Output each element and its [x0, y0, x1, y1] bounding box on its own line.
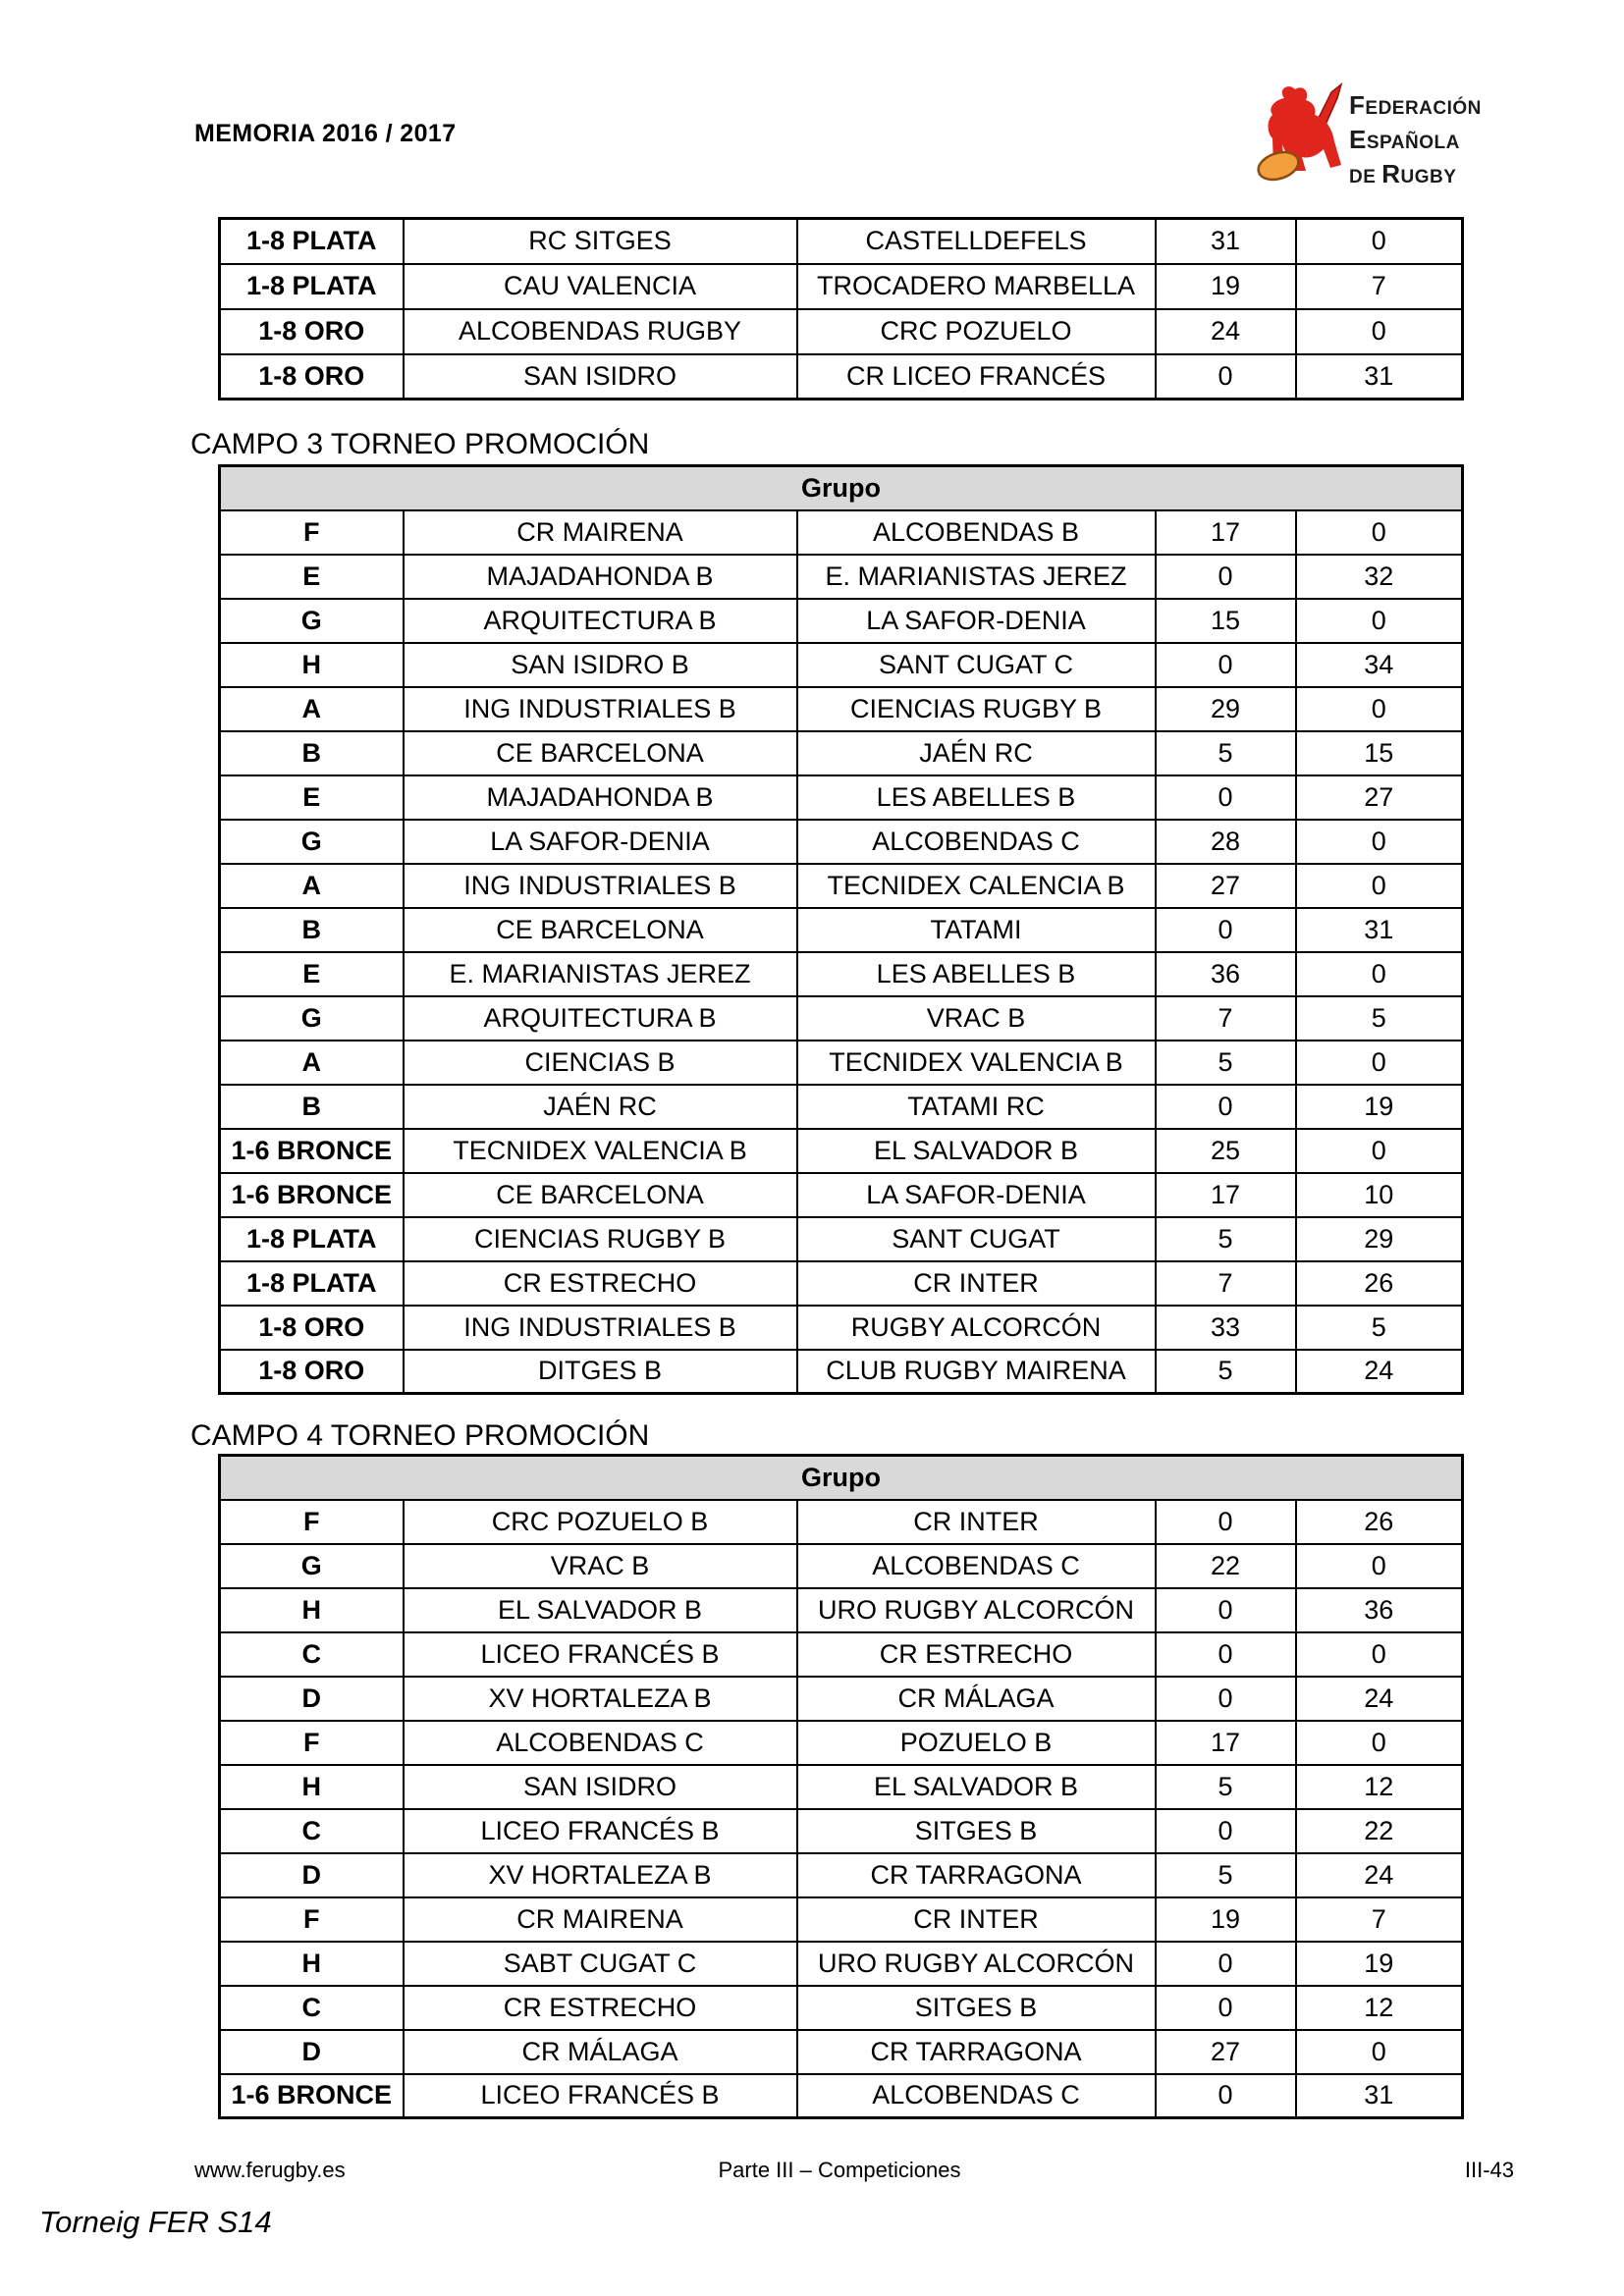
team1-cell: MAJADAHONDA B [404, 555, 797, 599]
score2-cell: 0 [1296, 1721, 1463, 1765]
score1-cell: 5 [1156, 1217, 1296, 1261]
table-row [220, 1765, 1463, 1809]
team2-cell: EL SALVADOR B [797, 1129, 1156, 1173]
team1-cell: DITGES B [404, 1350, 797, 1394]
table-row [220, 2030, 1463, 2074]
table-row [220, 952, 1463, 996]
score1-cell: 27 [1156, 2030, 1296, 2074]
score1-cell: 0 [1156, 1677, 1296, 1721]
team1-cell: CRC POZUELO B [404, 1500, 797, 1544]
table-row [220, 1897, 1463, 1942]
group-cell: 1-8 ORO [220, 1306, 404, 1350]
team1-cell: ALCOBENDAS RUGBY [404, 309, 797, 354]
campo3-section-title: CAMPO 3 TORNEO PROMOCIÓN [190, 428, 650, 460]
table-row [220, 1544, 1463, 1588]
team2-cell: TECNIDEX VALENCIA B [797, 1041, 1156, 1085]
group-header-row [220, 466, 1463, 510]
table-row [220, 1632, 1463, 1677]
score2-cell: 0 [1296, 1632, 1463, 1677]
score2-cell: 31 [1296, 354, 1463, 400]
team1-cell: SAN ISIDRO [404, 354, 797, 400]
logo-line-federacion: FEDERACIÓN [1349, 90, 1482, 120]
group-cell: E [220, 775, 404, 820]
team2-cell: CLUB RUGBY MAIRENA [797, 1350, 1156, 1394]
team2-cell: CR ESTRECHO [797, 1632, 1156, 1677]
score2-cell: 31 [1296, 2074, 1463, 2118]
group-cell: D [220, 2030, 404, 2074]
score2-cell: 0 [1296, 1129, 1463, 1173]
team2-cell: ALCOBENDAS C [797, 1544, 1156, 1588]
team2-cell: ALCOBENDAS C [797, 2074, 1156, 2118]
table-row [220, 996, 1463, 1041]
table-row [220, 555, 1463, 599]
group-cell: 1-8 PLATA [220, 264, 404, 309]
score1-cell: 7 [1156, 996, 1296, 1041]
score2-cell: 0 [1296, 2030, 1463, 2074]
group-cell: B [220, 731, 404, 775]
score1-cell: 19 [1156, 1897, 1296, 1942]
campo4-section-title: CAMPO 4 TORNEO PROMOCIÓN [190, 1419, 650, 1452]
score1-cell: 29 [1156, 687, 1296, 731]
team2-cell: CR MÁLAGA [797, 1677, 1156, 1721]
team2-cell: CIENCIAS RUGBY B [797, 687, 1156, 731]
team1-cell: CR MAIRENA [404, 510, 797, 555]
score1-cell: 5 [1156, 1765, 1296, 1809]
table-row [220, 599, 1463, 643]
team2-cell: ALCOBENDAS B [797, 510, 1156, 555]
score1-cell: 0 [1156, 354, 1296, 400]
score2-cell: 5 [1296, 1306, 1463, 1350]
team2-cell: CR INTER [797, 1261, 1156, 1306]
team1-cell: SAN ISIDRO [404, 1765, 797, 1809]
group-cell: 1-8 ORO [220, 354, 404, 400]
score1-cell: 31 [1156, 219, 1296, 264]
group-cell: F [220, 510, 404, 555]
team1-cell: ING INDUSTRIALES B [404, 864, 797, 908]
score2-cell: 0 [1296, 219, 1463, 264]
score1-cell: 0 [1156, 2074, 1296, 2118]
group-cell: B [220, 908, 404, 952]
group-cell: G [220, 599, 404, 643]
score1-cell: 24 [1156, 309, 1296, 354]
team1-cell: CE BARCELONA [404, 908, 797, 952]
group-cell: A [220, 864, 404, 908]
team2-cell: LES ABELLES B [797, 775, 1156, 820]
table-row [220, 1306, 1463, 1350]
table-row [220, 1129, 1463, 1173]
team2-cell: CR TARRAGONA [797, 1853, 1156, 1897]
team1-cell: CR ESTRECHO [404, 1261, 797, 1306]
table-row [220, 1853, 1463, 1897]
group-cell: 1-6 BRONCE [220, 1129, 404, 1173]
score1-cell: 7 [1156, 1261, 1296, 1306]
score2-cell: 7 [1296, 264, 1463, 309]
team2-cell: CRC POZUELO [797, 309, 1156, 354]
team1-cell: LA SAFOR-DENIA [404, 820, 797, 864]
score1-cell: 17 [1156, 510, 1296, 555]
group-header-cell: Grupo [220, 466, 1463, 510]
score2-cell: 0 [1296, 820, 1463, 864]
table-row [220, 1085, 1463, 1129]
team2-cell: URO RUGBY ALCORCÓN [797, 1588, 1156, 1632]
table-row [220, 775, 1463, 820]
table-row [220, 1677, 1463, 1721]
score1-cell: 36 [1156, 952, 1296, 996]
score2-cell: 0 [1296, 599, 1463, 643]
logo-line-espanola: ESPAÑOLA [1349, 125, 1460, 154]
table-row [220, 908, 1463, 952]
score2-cell: 0 [1296, 309, 1463, 354]
score1-cell: 0 [1156, 643, 1296, 687]
score2-cell: 26 [1296, 1500, 1463, 1544]
team1-cell: XV HORTALEZA B [404, 1853, 797, 1897]
group-cell: H [220, 1942, 404, 1986]
score2-cell: 0 [1296, 952, 1463, 996]
score1-cell: 5 [1156, 731, 1296, 775]
group-cell: H [220, 1765, 404, 1809]
group-cell: 1-8 ORO [220, 1350, 404, 1394]
score2-cell: 26 [1296, 1261, 1463, 1306]
results-table-continued [218, 217, 1464, 400]
score2-cell: 24 [1296, 1853, 1463, 1897]
footer-website: www.ferugby.es [194, 2158, 346, 2182]
group-cell: B [220, 1085, 404, 1129]
table-row [220, 309, 1463, 354]
score1-cell: 17 [1156, 1173, 1296, 1217]
score1-cell: 0 [1156, 775, 1296, 820]
team1-cell: ING INDUSTRIALES B [404, 1306, 797, 1350]
group-cell: F [220, 1897, 404, 1942]
group-cell: G [220, 996, 404, 1041]
group-cell: C [220, 1986, 404, 2030]
score2-cell: 29 [1296, 1217, 1463, 1261]
score1-cell: 15 [1156, 599, 1296, 643]
score1-cell: 25 [1156, 1129, 1296, 1173]
team1-cell: CE BARCELONA [404, 1173, 797, 1217]
score2-cell: 10 [1296, 1173, 1463, 1217]
group-cell: 1-8 ORO [220, 309, 404, 354]
table-row [220, 820, 1463, 864]
team1-cell: CR MAIRENA [404, 1897, 797, 1942]
team2-cell: ALCOBENDAS C [797, 820, 1156, 864]
score1-cell: 0 [1156, 908, 1296, 952]
score2-cell: 15 [1296, 731, 1463, 775]
team1-cell: LICEO FRANCÉS B [404, 1809, 797, 1853]
group-cell: D [220, 1677, 404, 1721]
score1-cell: 0 [1156, 1809, 1296, 1853]
team2-cell: LA SAFOR-DENIA [797, 1173, 1156, 1217]
group-cell: G [220, 1544, 404, 1588]
fer-logo-text [1349, 90, 1482, 193]
team2-cell: VRAC B [797, 996, 1156, 1041]
team1-cell: RC SITGES [404, 219, 797, 264]
score2-cell: 32 [1296, 555, 1463, 599]
score1-cell: 28 [1156, 820, 1296, 864]
group-cell: A [220, 687, 404, 731]
table-row [220, 1173, 1463, 1217]
team1-cell: EL SALVADOR B [404, 1588, 797, 1632]
score1-cell: 22 [1156, 1544, 1296, 1588]
score1-cell: 0 [1156, 1986, 1296, 2030]
team1-cell: XV HORTALEZA B [404, 1677, 797, 1721]
score1-cell: 5 [1156, 1041, 1296, 1085]
score2-cell: 0 [1296, 1544, 1463, 1588]
logo-line-de-rugby: DE RUGBY [1349, 159, 1457, 188]
team1-cell: CIENCIAS RUGBY B [404, 1217, 797, 1261]
group-cell: H [220, 643, 404, 687]
table-row [220, 1041, 1463, 1085]
team1-cell: LICEO FRANCÉS B [404, 2074, 797, 2118]
score1-cell: 19 [1156, 264, 1296, 309]
group-cell: E [220, 555, 404, 599]
team1-cell: ING INDUSTRIALES B [404, 687, 797, 731]
table-row [220, 1809, 1463, 1853]
bottom-handwritten-note: Torneig FER S14 [39, 2205, 272, 2239]
team2-cell: URO RUGBY ALCORCÓN [797, 1942, 1156, 1986]
group-cell: F [220, 1721, 404, 1765]
team1-cell: CAU VALENCIA [404, 264, 797, 309]
team1-cell: SAN ISIDRO B [404, 643, 797, 687]
team1-cell: LICEO FRANCÉS B [404, 1632, 797, 1677]
team2-cell: E. MARIANISTAS JEREZ [797, 555, 1156, 599]
group-cell: C [220, 1632, 404, 1677]
campo4-results-table [218, 1454, 1464, 2119]
score2-cell: 34 [1296, 643, 1463, 687]
score2-cell: 0 [1296, 510, 1463, 555]
team1-cell: E. MARIANISTAS JEREZ [404, 952, 797, 996]
team2-cell: CR LICEO FRANCÉS [797, 354, 1156, 400]
team1-cell: MAJADAHONDA B [404, 775, 797, 820]
team2-cell: SANT CUGAT [797, 1217, 1156, 1261]
group-header-cell: Grupo [220, 1456, 1463, 1500]
score1-cell: 0 [1156, 1942, 1296, 1986]
table-row [220, 864, 1463, 908]
team2-cell: POZUELO B [797, 1721, 1156, 1765]
score2-cell: 19 [1296, 1085, 1463, 1129]
score2-cell: 0 [1296, 864, 1463, 908]
team2-cell: SITGES B [797, 1809, 1156, 1853]
page-header-title: MEMORIA 2016 / 2017 [194, 120, 457, 147]
team2-cell: CR TARRAGONA [797, 2030, 1156, 2074]
score1-cell: 0 [1156, 1632, 1296, 1677]
score2-cell: 0 [1296, 687, 1463, 731]
score2-cell: 12 [1296, 1765, 1463, 1809]
score1-cell: 17 [1156, 1721, 1296, 1765]
table-row [220, 2074, 1463, 2118]
score2-cell: 31 [1296, 908, 1463, 952]
group-cell: A [220, 1041, 404, 1085]
group-header-row [220, 1456, 1463, 1500]
score2-cell: 22 [1296, 1809, 1463, 1853]
table-row [220, 1500, 1463, 1544]
score1-cell: 27 [1156, 864, 1296, 908]
team1-cell: ARQUITECTURA B [404, 599, 797, 643]
table-row [220, 643, 1463, 687]
table-row [220, 687, 1463, 731]
group-cell: 1-8 PLATA [220, 219, 404, 264]
fer-lion-logo-icon [1255, 82, 1345, 183]
table-row [220, 1588, 1463, 1632]
table-row [220, 354, 1463, 400]
team2-cell: LA SAFOR-DENIA [797, 599, 1156, 643]
table-row [220, 1986, 1463, 2030]
group-cell: C [220, 1809, 404, 1853]
score2-cell: 5 [1296, 996, 1463, 1041]
score1-cell: 5 [1156, 1853, 1296, 1897]
score2-cell: 7 [1296, 1897, 1463, 1942]
team1-cell: TECNIDEX VALENCIA B [404, 1129, 797, 1173]
footer-section-label: Parte III – Competiciones [718, 2158, 961, 2182]
team2-cell: TECNIDEX CALENCIA B [797, 864, 1156, 908]
team2-cell: CR INTER [797, 1897, 1156, 1942]
campo3-results-table [218, 464, 1464, 1395]
table-row [220, 219, 1463, 264]
table-row [220, 1942, 1463, 1986]
score1-cell: 0 [1156, 1500, 1296, 1544]
team2-cell: CR INTER [797, 1500, 1156, 1544]
table-row [220, 731, 1463, 775]
score1-cell: 0 [1156, 1588, 1296, 1632]
team2-cell: CASTELLDEFELS [797, 219, 1156, 264]
group-cell: 1-8 PLATA [220, 1217, 404, 1261]
group-cell: D [220, 1853, 404, 1897]
score1-cell: 5 [1156, 1350, 1296, 1394]
score2-cell: 24 [1296, 1677, 1463, 1721]
team1-cell: ARQUITECTURA B [404, 996, 797, 1041]
table-row [220, 510, 1463, 555]
team1-cell: ALCOBENDAS C [404, 1721, 797, 1765]
group-cell: 1-6 BRONCE [220, 1173, 404, 1217]
team2-cell: EL SALVADOR B [797, 1765, 1156, 1809]
table-row [220, 264, 1463, 309]
team2-cell: JAÉN RC [797, 731, 1156, 775]
team1-cell: VRAC B [404, 1544, 797, 1588]
group-cell: G [220, 820, 404, 864]
team2-cell: TATAMI RC [797, 1085, 1156, 1129]
group-cell: 1-8 PLATA [220, 1261, 404, 1306]
table-row [220, 1350, 1463, 1394]
table-row [220, 1261, 1463, 1306]
group-cell: F [220, 1500, 404, 1544]
score1-cell: 33 [1156, 1306, 1296, 1350]
table-row [220, 1721, 1463, 1765]
score2-cell: 27 [1296, 775, 1463, 820]
group-cell: E [220, 952, 404, 996]
team2-cell: TATAMI [797, 908, 1156, 952]
score2-cell: 12 [1296, 1986, 1463, 2030]
score1-cell: 0 [1156, 555, 1296, 599]
group-cell: H [220, 1588, 404, 1632]
team2-cell: RUGBY ALCORCÓN [797, 1306, 1156, 1350]
team1-cell: CR MÁLAGA [404, 2030, 797, 2074]
table-row [220, 1217, 1463, 1261]
team1-cell: CR ESTRECHO [404, 1986, 797, 2030]
group-cell: 1-6 BRONCE [220, 2074, 404, 2118]
team1-cell: CIENCIAS B [404, 1041, 797, 1085]
team1-cell: SABT CUGAT C [404, 1942, 797, 1986]
team1-cell: CE BARCELONA [404, 731, 797, 775]
footer-page-number: III-43 [1464, 2158, 1514, 2182]
score2-cell: 24 [1296, 1350, 1463, 1394]
team2-cell: TROCADERO MARBELLA [797, 264, 1156, 309]
team2-cell: LES ABELLES B [797, 952, 1156, 996]
team2-cell: SITGES B [797, 1986, 1156, 2030]
score2-cell: 36 [1296, 1588, 1463, 1632]
team2-cell: SANT CUGAT C [797, 643, 1156, 687]
score1-cell: 0 [1156, 1085, 1296, 1129]
score2-cell: 19 [1296, 1942, 1463, 1986]
score2-cell: 0 [1296, 1041, 1463, 1085]
team1-cell: JAÉN RC [404, 1085, 797, 1129]
